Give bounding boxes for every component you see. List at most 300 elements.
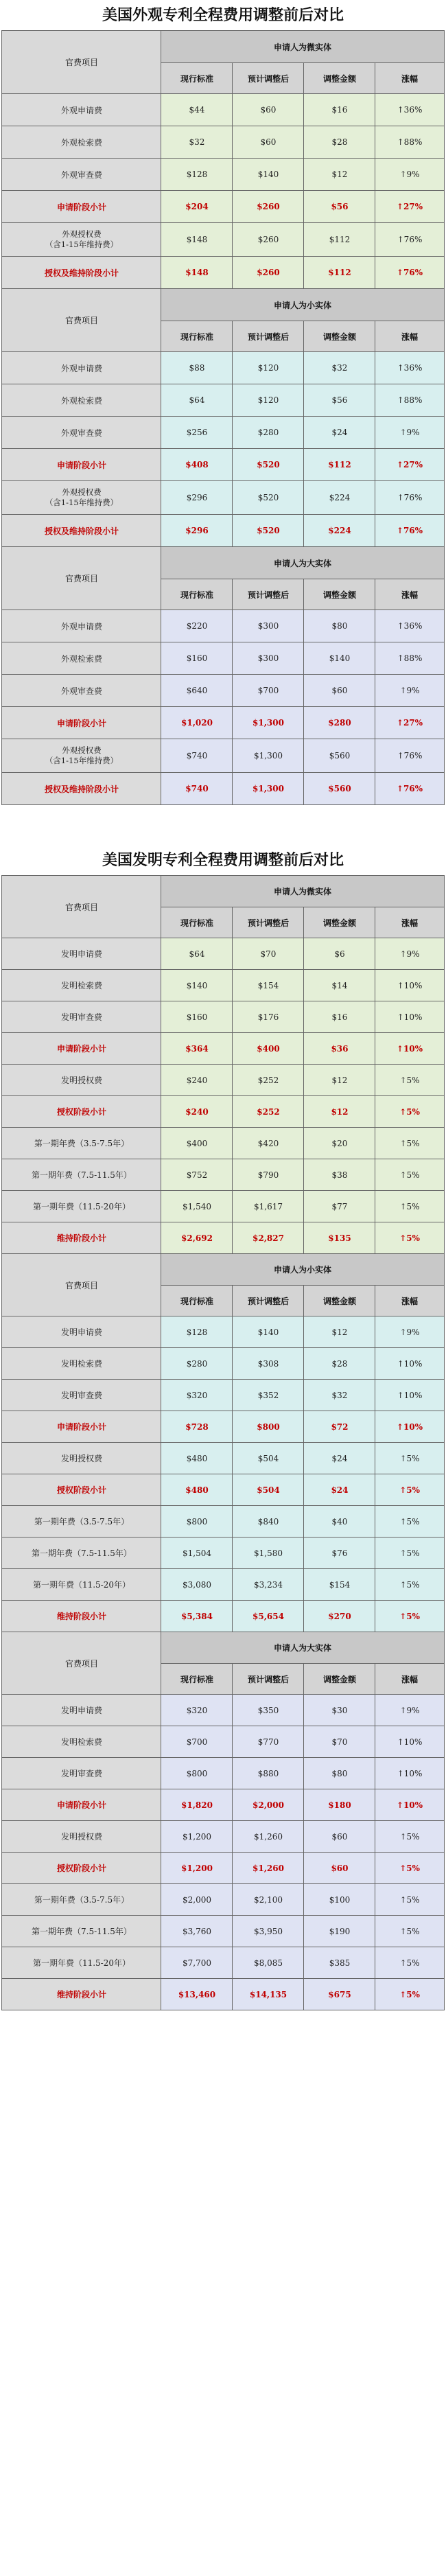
adjusted-fee: $350 (233, 1695, 304, 1726)
adjusted-fee: $252 (233, 1065, 304, 1096)
fee-item-label: 申请阶段小计 (2, 1411, 161, 1443)
subtotal-row (2, 1601, 444, 1632)
current-fee: $1,020 (161, 707, 233, 739)
adjusted-fee: $154 (233, 970, 304, 1001)
current-fee: $148 (161, 223, 233, 257)
column-header: 预计调整后 (233, 321, 304, 352)
adjusted-fee: $800 (233, 1411, 304, 1443)
fee-row (2, 1506, 444, 1538)
increase-rate: ↑5% (375, 1538, 444, 1569)
current-fee: $296 (161, 515, 233, 547)
entity-header-row (2, 1254, 444, 1286)
current-fee: $1,820 (161, 1789, 233, 1821)
item-header-cell: 官费项目 (2, 547, 161, 610)
increase-rate: ↑9% (375, 417, 444, 449)
column-header: 调整金额 (304, 907, 375, 938)
increase-rate: ↑36% (375, 352, 444, 384)
increase-rate: ↑9% (375, 1316, 444, 1348)
current-fee: $5,384 (161, 1601, 233, 1632)
increase-rate: ↑5% (375, 1601, 444, 1632)
adjustment-amount: $76 (304, 1538, 375, 1569)
subtotal-row (2, 1789, 444, 1821)
increase-rate: ↑5% (375, 1096, 444, 1128)
adjusted-fee: $308 (233, 1348, 304, 1380)
current-fee: $2,692 (161, 1222, 233, 1254)
fee-row (2, 1191, 444, 1222)
current-fee: $128 (161, 159, 233, 191)
adjustment-amount: $560 (304, 773, 375, 805)
fee-item-label: 发明申请费 (2, 1316, 161, 1348)
design-section (0, 0, 446, 805)
adjusted-fee: $252 (233, 1096, 304, 1128)
adjusted-fee: $1,260 (233, 1821, 304, 1853)
adjustment-amount: $154 (304, 1569, 375, 1601)
increase-rate: ↑5% (375, 1159, 444, 1191)
fee-item-label: 第一期年费（3.5-7.5年） (2, 1884, 161, 1916)
current-fee: $160 (161, 1001, 233, 1033)
adjustment-amount: $80 (304, 1758, 375, 1789)
fee-item-label (2, 739, 161, 773)
fee-row (2, 1065, 444, 1096)
fee-row (2, 1128, 444, 1159)
current-fee: $1,200 (161, 1821, 233, 1853)
fee-item-label: 第一期年费（11.5-20年） (2, 1947, 161, 1979)
adjusted-fee: $2,827 (233, 1222, 304, 1254)
current-fee: $64 (161, 384, 233, 417)
adjustment-amount: $16 (304, 94, 375, 126)
current-fee: $800 (161, 1758, 233, 1789)
increase-rate: ↑76% (375, 481, 444, 515)
fee-item-label: 外观检索费 (2, 384, 161, 417)
increase-rate: ↑5% (375, 1853, 444, 1884)
fee-item-label: 发明授权费 (2, 1065, 161, 1096)
subtotal-row (2, 1411, 444, 1443)
increase-rate: ↑5% (375, 1443, 444, 1474)
adjustment-amount: $30 (304, 1695, 375, 1726)
adjustment-amount: $40 (304, 1506, 375, 1538)
fee-row (2, 1569, 444, 1601)
subtotal-row (2, 515, 444, 547)
fee-row (2, 970, 444, 1001)
fee-item-label: 维持阶段小计 (2, 1979, 161, 2010)
fee-item-label (2, 481, 161, 515)
current-fee: $220 (161, 610, 233, 642)
increase-rate: ↑5% (375, 1884, 444, 1916)
column-header: 调整金额 (304, 321, 375, 352)
adjusted-fee: $8,085 (233, 1947, 304, 1979)
adjustment-amount: $60 (304, 675, 375, 707)
fee-item-label: 第一期年费（11.5-20年） (2, 1191, 161, 1222)
current-fee: $3,760 (161, 1916, 233, 1947)
fee-item-label: 授权及维持阶段小计 (2, 515, 161, 547)
fee-item-label: 发明检索费 (2, 1726, 161, 1758)
increase-rate: ↑10% (375, 1001, 444, 1033)
adjusted-fee: $176 (233, 1001, 304, 1033)
current-fee: $88 (161, 352, 233, 384)
column-header: 涨幅 (375, 63, 444, 94)
item-header-cell: 官费项目 (2, 1632, 161, 1695)
fee-item-label: 申请阶段小计 (2, 1033, 161, 1065)
adjusted-fee: $280 (233, 417, 304, 449)
adjusted-fee: $352 (233, 1380, 304, 1411)
adjustment-amount: $112 (304, 223, 375, 257)
adjustment-amount: $80 (304, 610, 375, 642)
current-fee: $364 (161, 1033, 233, 1065)
subtotal-row (2, 1096, 444, 1128)
entity-title: 申请人为微实体 (161, 876, 444, 907)
increase-rate: ↑88% (375, 126, 444, 159)
column-header: 涨幅 (375, 907, 444, 938)
entity-header-row (2, 1632, 444, 1664)
entity-header-row (2, 289, 444, 321)
adjusted-fee: $1,617 (233, 1191, 304, 1222)
fee-row (2, 1001, 444, 1033)
adjustment-amount: $560 (304, 739, 375, 773)
column-header: 预计调整后 (233, 63, 304, 94)
fee-row (2, 1726, 444, 1758)
current-fee: $740 (161, 739, 233, 773)
adjusted-fee: $1,260 (233, 1853, 304, 1884)
adjustment-amount: $28 (304, 126, 375, 159)
adjusted-fee: $2,000 (233, 1789, 304, 1821)
fee-item-label: 第一期年费（3.5-7.5年） (2, 1128, 161, 1159)
adjusted-fee: $400 (233, 1033, 304, 1065)
current-fee: $140 (161, 970, 233, 1001)
fee-row (2, 1821, 444, 1853)
current-fee: $700 (161, 1726, 233, 1758)
adjustment-amount: $180 (304, 1789, 375, 1821)
adjusted-fee: $120 (233, 352, 304, 384)
current-fee: $1,504 (161, 1538, 233, 1569)
design-title: 美国外观专利全程费用调整前后对比 (102, 6, 344, 24)
adjusted-fee: $1,300 (233, 773, 304, 805)
increase-rate: ↑76% (375, 223, 444, 257)
adjustment-amount: $12 (304, 1096, 375, 1128)
fee-row (2, 223, 444, 257)
increase-rate: ↑27% (375, 707, 444, 739)
increase-rate: ↑10% (375, 1033, 444, 1065)
adjustment-amount: $270 (304, 1601, 375, 1632)
fee-row (2, 1695, 444, 1726)
item-header-cell: 官费项目 (2, 289, 161, 352)
increase-rate: ↑10% (375, 1758, 444, 1789)
fee-row (2, 417, 444, 449)
column-header: 涨幅 (375, 1286, 444, 1316)
fee-row (2, 1348, 444, 1380)
current-fee: $800 (161, 1506, 233, 1538)
fee-item-label: 第一期年费（7.5-11.5年） (2, 1159, 161, 1191)
invention-section (0, 845, 446, 2010)
increase-rate: ↑76% (375, 739, 444, 773)
adjustment-amount: $14 (304, 970, 375, 1001)
adjustment-amount: $16 (304, 1001, 375, 1033)
current-fee: $148 (161, 257, 233, 289)
increase-rate: ↑36% (375, 610, 444, 642)
adjusted-fee: $880 (233, 1758, 304, 1789)
fee-row (2, 1316, 444, 1348)
increase-rate: ↑5% (375, 1947, 444, 1979)
subtotal-row (2, 707, 444, 739)
current-fee: $280 (161, 1348, 233, 1380)
item-header-cell: 官费项目 (2, 1254, 161, 1316)
entity-title: 申请人为微实体 (161, 31, 444, 63)
current-fee: $3,080 (161, 1569, 233, 1601)
adjusted-fee: $70 (233, 938, 304, 970)
adjustment-amount: $56 (304, 384, 375, 417)
fee-item-label-line2: （含1-15年维持费） (45, 240, 119, 249)
column-header: 涨幅 (375, 579, 444, 610)
column-header: 现行标准 (161, 63, 233, 94)
fee-row (2, 481, 444, 515)
fee-item-label-line1: 外观授权费 (62, 487, 102, 497)
adjustment-amount: $32 (304, 1380, 375, 1411)
fee-row (2, 1159, 444, 1191)
fee-item-label: 外观申请费 (2, 352, 161, 384)
fee-item-label: 维持阶段小计 (2, 1601, 161, 1632)
increase-rate: ↑10% (375, 1348, 444, 1380)
entity-header-row (2, 31, 444, 63)
increase-rate: ↑76% (375, 515, 444, 547)
adjusted-fee: $770 (233, 1726, 304, 1758)
adjustment-amount: $140 (304, 642, 375, 675)
current-fee: $128 (161, 1316, 233, 1348)
current-fee: $204 (161, 191, 233, 223)
fee-item-label-line2: （含1-15年维持费） (45, 756, 119, 765)
increase-rate: ↑27% (375, 191, 444, 223)
adjusted-fee: $260 (233, 223, 304, 257)
adjusted-fee: $790 (233, 1159, 304, 1191)
fee-item-label: 申请阶段小计 (2, 1789, 161, 1821)
fee-item-label: 发明审查费 (2, 1001, 161, 1033)
current-fee: $13,460 (161, 1979, 233, 2010)
fee-item-label: 外观申请费 (2, 610, 161, 642)
adjusted-fee: $3,950 (233, 1916, 304, 1947)
current-fee: $256 (161, 417, 233, 449)
column-header: 涨幅 (375, 1664, 444, 1695)
fee-item-label: 外观审查费 (2, 675, 161, 707)
fee-row (2, 739, 444, 773)
increase-rate: ↑5% (375, 1065, 444, 1096)
entity-title: 申请人为小实体 (161, 289, 444, 321)
adjustment-amount: $675 (304, 1979, 375, 2010)
invention-fee-table (1, 875, 444, 2010)
current-fee: $240 (161, 1065, 233, 1096)
fee-item-label: 发明申请费 (2, 1695, 161, 1726)
fee-item-label-line1: 外观授权费 (62, 745, 102, 755)
current-fee: $408 (161, 449, 233, 481)
fee-item-label: 授权及维持阶段小计 (2, 773, 161, 805)
fee-item-label: 授权阶段小计 (2, 1096, 161, 1128)
current-fee: $320 (161, 1380, 233, 1411)
increase-rate: ↑5% (375, 1128, 444, 1159)
adjustment-amount: $24 (304, 417, 375, 449)
adjustment-amount: $385 (304, 1947, 375, 1979)
increase-rate: ↑5% (375, 1506, 444, 1538)
current-fee: $2,000 (161, 1884, 233, 1916)
entity-title: 申请人为小实体 (161, 1254, 444, 1286)
fee-item-label: 外观申请费 (2, 94, 161, 126)
adjusted-fee: $300 (233, 610, 304, 642)
fee-item-label: 外观检索费 (2, 642, 161, 675)
increase-rate: ↑9% (375, 1695, 444, 1726)
current-fee: $44 (161, 94, 233, 126)
adjusted-fee: $60 (233, 126, 304, 159)
fee-row (2, 1884, 444, 1916)
adjustment-amount: $112 (304, 257, 375, 289)
adjustment-amount: $224 (304, 481, 375, 515)
current-fee: $1,540 (161, 1191, 233, 1222)
fee-row (2, 352, 444, 384)
adjustment-amount: $38 (304, 1159, 375, 1191)
fee-row (2, 1916, 444, 1947)
increase-rate: ↑88% (375, 642, 444, 675)
adjustment-amount: $6 (304, 938, 375, 970)
increase-rate: ↑10% (375, 1789, 444, 1821)
adjustment-amount: $60 (304, 1821, 375, 1853)
adjustment-amount: $24 (304, 1474, 375, 1506)
adjusted-fee: $300 (233, 642, 304, 675)
fee-row (2, 126, 444, 159)
fee-item-label: 第一期年费（3.5-7.5年） (2, 1506, 161, 1538)
fee-item-label: 外观审查费 (2, 159, 161, 191)
increase-rate: ↑76% (375, 257, 444, 289)
increase-rate: ↑10% (375, 1411, 444, 1443)
fee-item-label: 维持阶段小计 (2, 1222, 161, 1254)
section-gap (0, 805, 446, 845)
adjusted-fee: $60 (233, 94, 304, 126)
current-fee: $752 (161, 1159, 233, 1191)
fee-item-label: 发明授权费 (2, 1821, 161, 1853)
adjusted-fee: $1,580 (233, 1538, 304, 1569)
fee-item-label: 外观检索费 (2, 126, 161, 159)
fee-item-label: 发明审查费 (2, 1380, 161, 1411)
subtotal-row (2, 257, 444, 289)
adjusted-fee: $700 (233, 675, 304, 707)
current-fee: $160 (161, 642, 233, 675)
entity-title: 申请人为大实体 (161, 547, 444, 579)
increase-rate: ↑10% (375, 970, 444, 1001)
column-header: 现行标准 (161, 1286, 233, 1316)
adjustment-amount: $190 (304, 1916, 375, 1947)
item-header-cell: 官费项目 (2, 31, 161, 94)
subtotal-row (2, 449, 444, 481)
entity-header-row (2, 547, 444, 579)
column-header: 预计调整后 (233, 1664, 304, 1695)
adjustment-amount: $12 (304, 159, 375, 191)
increase-rate: ↑5% (375, 1916, 444, 1947)
column-header: 涨幅 (375, 321, 444, 352)
subtotal-row (2, 1033, 444, 1065)
column-header: 调整金额 (304, 1286, 375, 1316)
increase-rate: ↑10% (375, 1380, 444, 1411)
design-fee-table (1, 30, 444, 805)
fee-item-label (2, 223, 161, 257)
subtotal-row (2, 1474, 444, 1506)
adjusted-fee: $420 (233, 1128, 304, 1159)
increase-rate: ↑88% (375, 384, 444, 417)
fee-row (2, 610, 444, 642)
fee-row (2, 159, 444, 191)
fee-item-label: 授权阶段小计 (2, 1474, 161, 1506)
adjusted-fee: $5,654 (233, 1601, 304, 1632)
increase-rate: ↑5% (375, 1191, 444, 1222)
fee-item-label: 申请阶段小计 (2, 707, 161, 739)
column-header: 现行标准 (161, 579, 233, 610)
column-header: 调整金额 (304, 1664, 375, 1695)
fee-item-label: 发明授权费 (2, 1443, 161, 1474)
subtotal-row (2, 773, 444, 805)
increase-rate: ↑10% (375, 1726, 444, 1758)
adjusted-fee: $520 (233, 449, 304, 481)
increase-rate: ↑9% (375, 675, 444, 707)
entity-header-row (2, 876, 444, 907)
adjusted-fee: $3,234 (233, 1569, 304, 1601)
adjustment-amount: $60 (304, 1853, 375, 1884)
column-header: 预计调整后 (233, 1286, 304, 1316)
current-fee: $740 (161, 773, 233, 805)
fee-row (2, 675, 444, 707)
fee-item-label-line1: 外观授权费 (62, 229, 102, 239)
adjusted-fee: $2,100 (233, 1884, 304, 1916)
subtotal-row (2, 1853, 444, 1884)
current-fee: $7,700 (161, 1947, 233, 1979)
adjustment-amount: $100 (304, 1884, 375, 1916)
adjustment-amount: $280 (304, 707, 375, 739)
fee-item-label: 第一期年费（7.5-11.5年） (2, 1538, 161, 1569)
increase-rate: ↑36% (375, 94, 444, 126)
increase-rate: ↑5% (375, 1821, 444, 1853)
adjusted-fee: $120 (233, 384, 304, 417)
increase-rate: ↑27% (375, 449, 444, 481)
adjustment-amount: $77 (304, 1191, 375, 1222)
adjusted-fee: $1,300 (233, 707, 304, 739)
column-header: 现行标准 (161, 1664, 233, 1695)
increase-rate: ↑9% (375, 159, 444, 191)
adjustment-amount: $36 (304, 1033, 375, 1065)
current-fee: $32 (161, 126, 233, 159)
adjusted-fee: $840 (233, 1506, 304, 1538)
fee-row (2, 384, 444, 417)
adjustment-amount: $70 (304, 1726, 375, 1758)
adjustment-amount: $12 (304, 1065, 375, 1096)
fee-item-label: 授权及维持阶段小计 (2, 257, 161, 289)
adjusted-fee: $504 (233, 1474, 304, 1506)
adjusted-fee: $520 (233, 481, 304, 515)
current-fee: $64 (161, 938, 233, 970)
current-fee: $320 (161, 1695, 233, 1726)
fee-item-label-line2: （含1-15年维持费） (45, 498, 119, 507)
current-fee: $480 (161, 1443, 233, 1474)
current-fee: $640 (161, 675, 233, 707)
adjustment-amount: $112 (304, 449, 375, 481)
fee-item-label: 发明检索费 (2, 1348, 161, 1380)
adjusted-fee: $260 (233, 257, 304, 289)
column-header: 调整金额 (304, 63, 375, 94)
entity-title: 申请人为大实体 (161, 1632, 444, 1664)
column-header: 现行标准 (161, 321, 233, 352)
fee-item-label: 外观审查费 (2, 417, 161, 449)
adjusted-fee: $140 (233, 159, 304, 191)
fee-item-label: 第一期年费（11.5-20年） (2, 1569, 161, 1601)
current-fee: $728 (161, 1411, 233, 1443)
adjusted-fee: $520 (233, 515, 304, 547)
increase-rate: ↑76% (375, 773, 444, 805)
current-fee: $480 (161, 1474, 233, 1506)
adjustment-amount: $224 (304, 515, 375, 547)
increase-rate: ↑9% (375, 938, 444, 970)
increase-rate: ↑5% (375, 1979, 444, 2010)
column-header: 调整金额 (304, 579, 375, 610)
